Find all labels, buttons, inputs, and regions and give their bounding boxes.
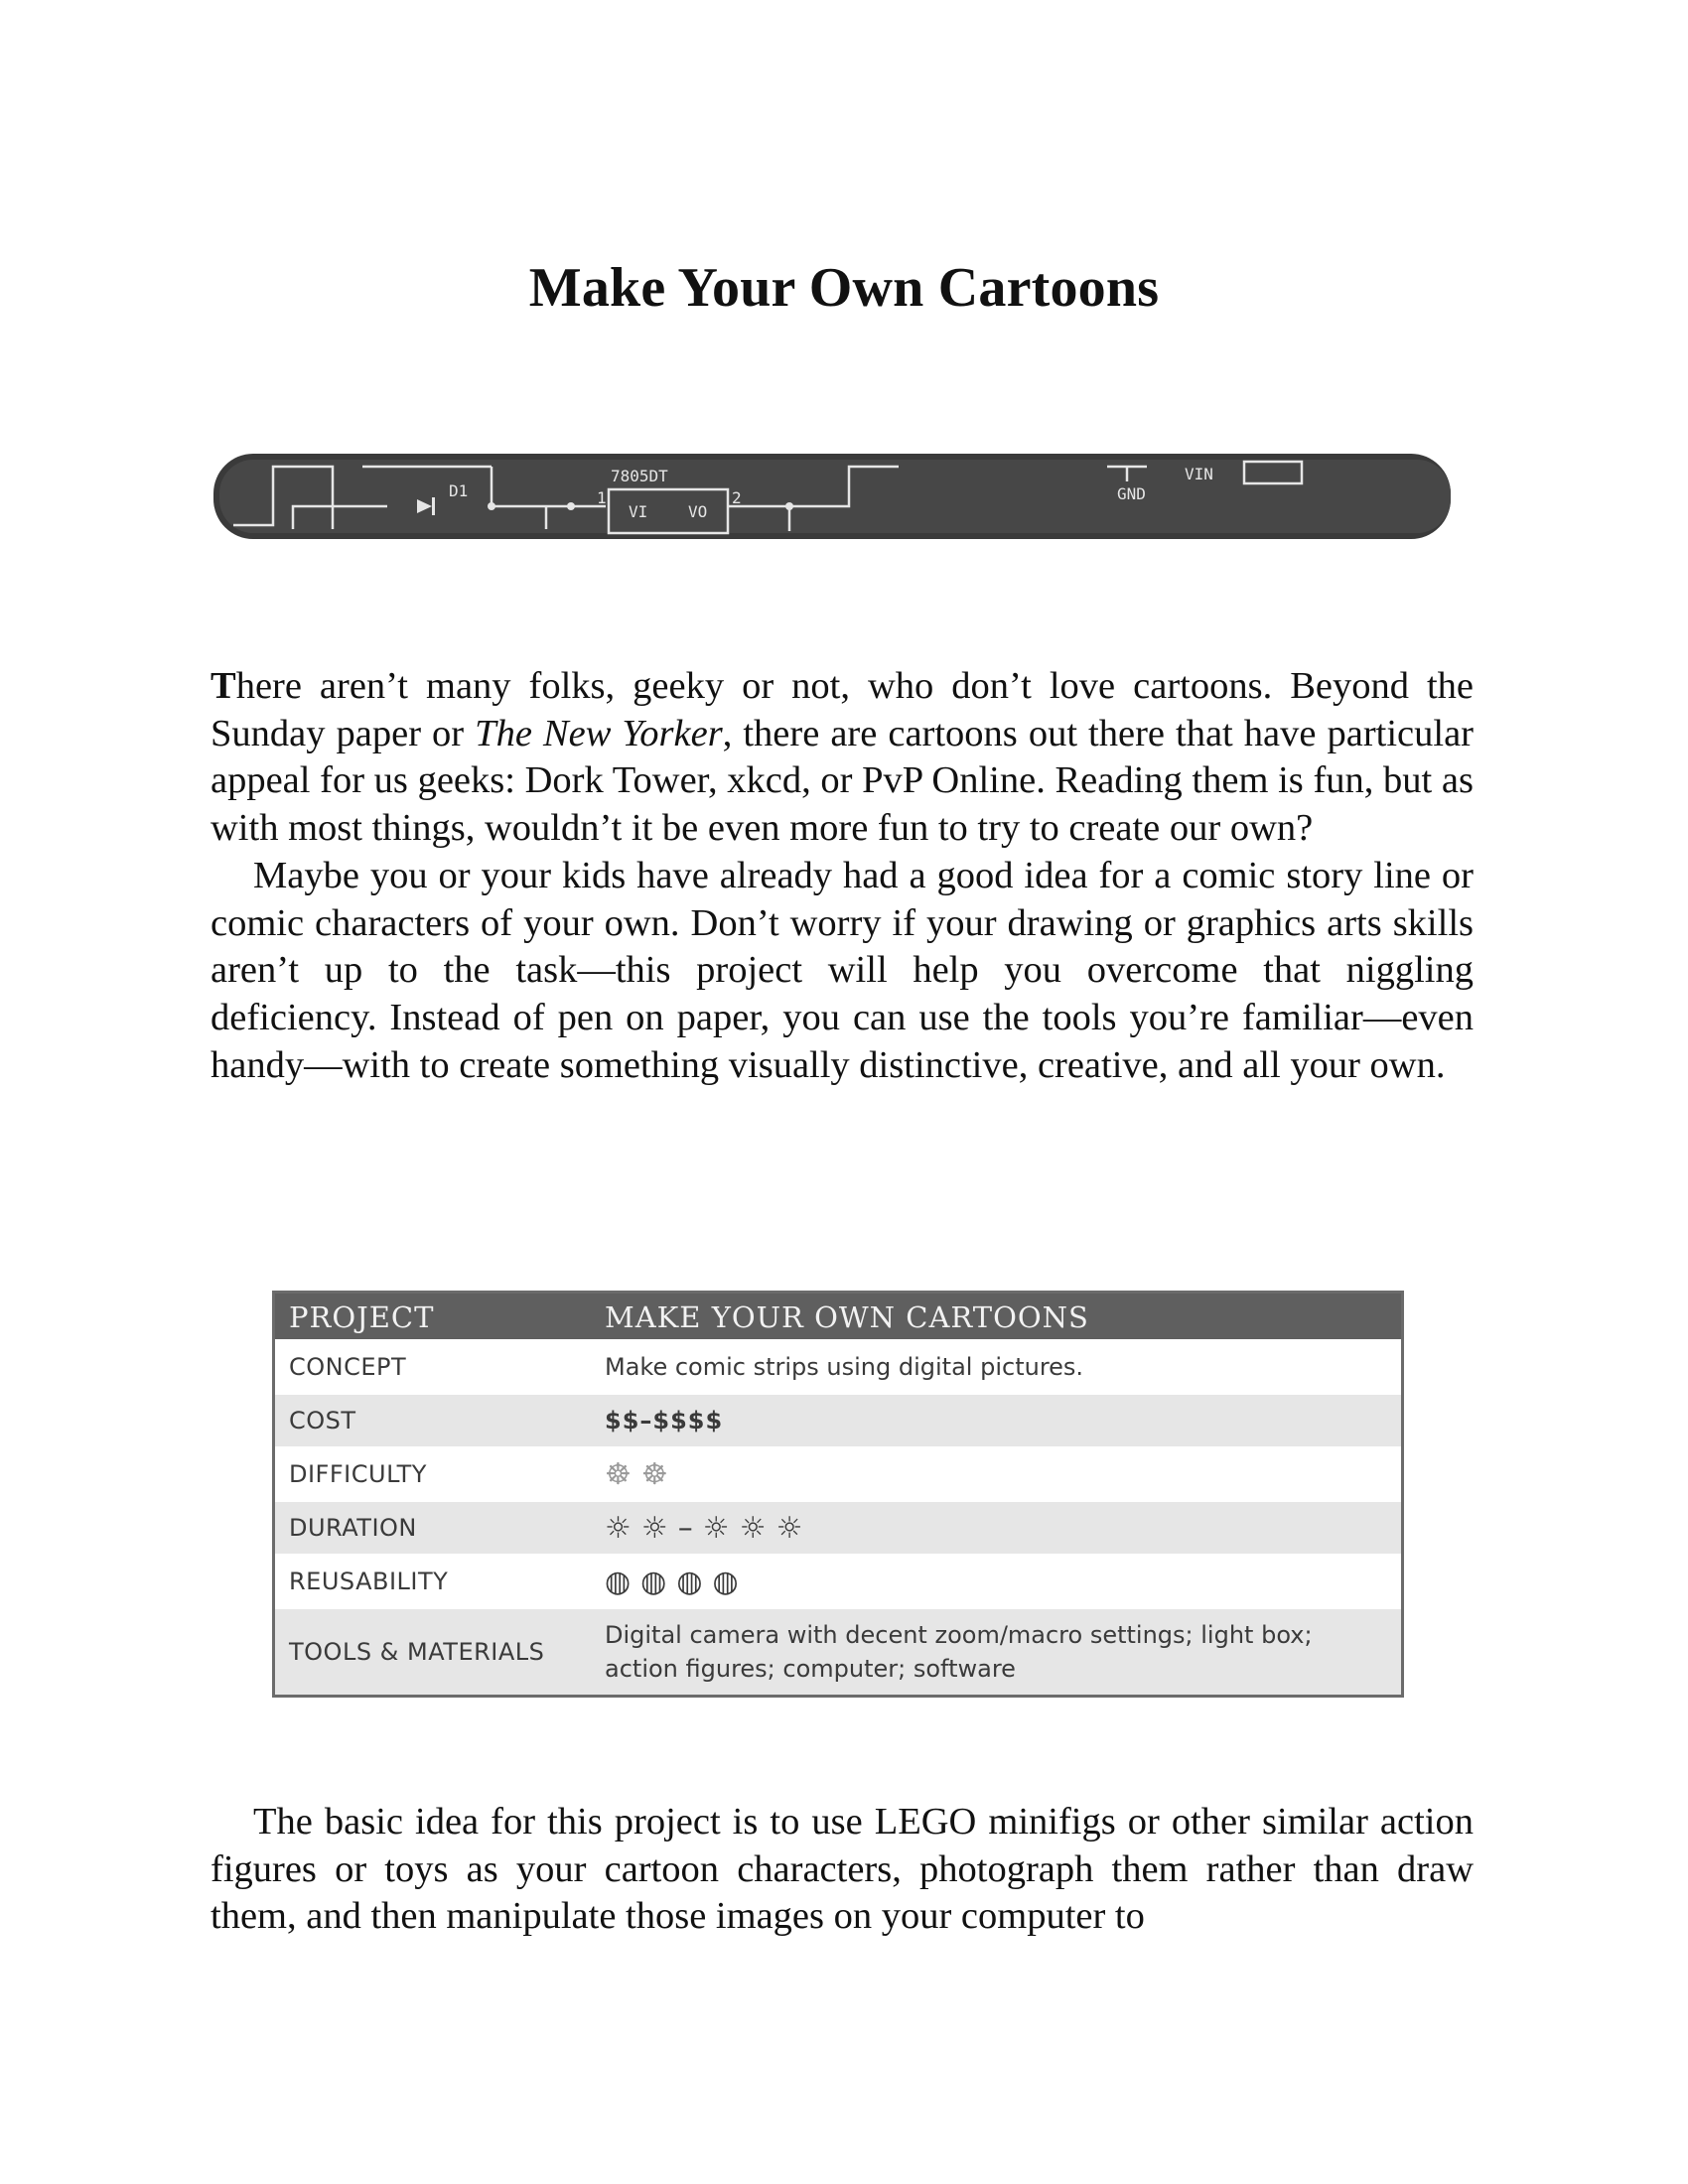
sun-icon: ☼☼ (605, 1510, 678, 1546)
table-row-reusability (275, 1555, 1401, 1608)
intro-text (211, 663, 1474, 1089)
table-row-cost (275, 1394, 1401, 1447)
drop-cap: T (211, 665, 236, 707)
table-row-concept (275, 1340, 1401, 1394)
page-title: Make Your Own Cartoons (528, 257, 1160, 319)
banner-label-part: 7805DT (611, 467, 668, 485)
table-header-value: MAKE YOUR OWN CARTOONS (591, 1294, 1401, 1340)
table-header-key: PROJECT (275, 1294, 591, 1340)
banner-label-vo: VO (688, 502, 708, 521)
concept-value: Make comic strips using digital pictures. (591, 1340, 1401, 1394)
banner-label-vi: VI (629, 502, 648, 521)
circuit-banner (213, 452, 1451, 541)
table-row-tools (275, 1608, 1401, 1695)
reusability-value (591, 1555, 1401, 1608)
body-paragraph-3: The basic idea for this project is to use LEGO minifigs or other similar action figures or toys as your cartoon characters, photograph them rather than draw them, and then manipulate those images on your computer to (211, 1801, 1474, 1938)
continued-text (211, 1799, 1474, 1941)
intro-paragraph-1 (211, 663, 1474, 853)
tools-value: Digital camera with decent zoom/macro settings; light box; action figures; computer; software (591, 1608, 1401, 1695)
intro-paragraph-2: Maybe you or your kids have already had a good idea for a comic story line or comic characters of your own. Don’t worry if your drawing or graphics arts skills aren’t up to the task—this project will help you overcome that niggling deficiency. Instead of pen on paper, you can use the tools you’re familiar—even handy—with to create something visually distinctive, creative, and all your own. (211, 854, 1474, 1086)
intro-text-b: , there are cartoons out there that have particular appeal for us geeks: Dork Tower, xkcd, or PvP Online. Reading them is fun, but as with most things, wouldn’t it be even more fun to try to create our own? (211, 712, 1474, 850)
difficulty-value (591, 1447, 1401, 1501)
sun-icon: ☼☼☼ (702, 1510, 813, 1546)
table-row-duration (275, 1501, 1401, 1555)
brain-icon: ☸☸ (605, 1456, 678, 1492)
cost-label: COST (275, 1394, 591, 1447)
intro-text-a: here aren’t many folks, geeky or not, who don’t love cartoons. Beyond the Sunday paper or (211, 665, 1474, 754)
globe-icon: ◍◍◍◍ (605, 1564, 749, 1599)
banner-label-vin: VIN (1185, 465, 1213, 483)
table-row-difficulty (275, 1447, 1401, 1501)
banner-label-gnd: GND (1117, 484, 1146, 503)
tools-label: TOOLS & MATERIALS (275, 1608, 591, 1695)
cost-value: $$–$$$$ (591, 1394, 1401, 1447)
project-summary-table (272, 1291, 1404, 1698)
banner-pin-2: 2 (732, 488, 742, 507)
reusability-label: REUSABILITY (275, 1555, 591, 1608)
concept-label: CONCEPT (275, 1340, 591, 1394)
duration-value (591, 1501, 1401, 1555)
difficulty-label: DIFFICULTY (275, 1447, 591, 1501)
banner-label-d1: D1 (449, 481, 469, 500)
duration-dash: – (677, 1510, 703, 1546)
duration-label: DURATION (275, 1501, 591, 1555)
banner-pin-1: 1 (597, 488, 607, 507)
publication-title: The New Yorker (475, 712, 723, 754)
